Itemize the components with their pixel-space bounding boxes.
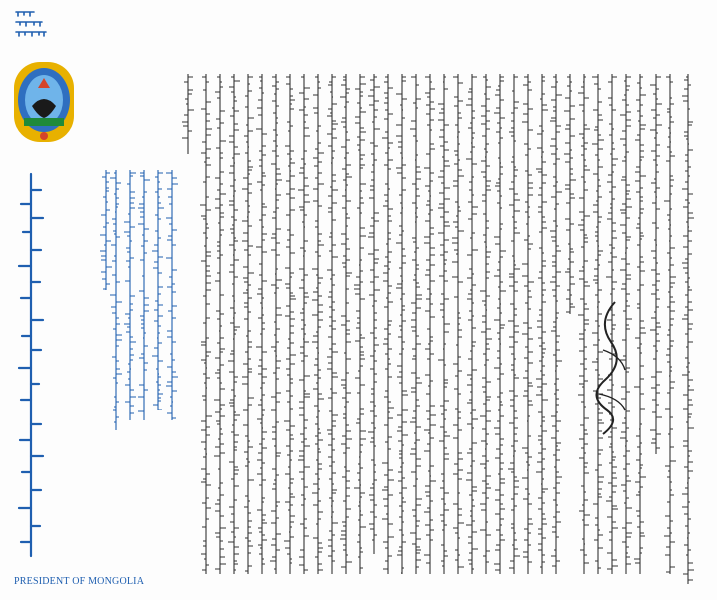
text-column	[284, 74, 296, 574]
text-column	[650, 74, 662, 454]
text-column	[466, 74, 478, 574]
text-column	[438, 74, 450, 574]
text-column	[664, 74, 676, 574]
text-column	[396, 74, 408, 574]
text-column	[326, 74, 338, 574]
text-column	[536, 74, 548, 574]
text-column	[182, 74, 194, 154]
text-column	[340, 74, 352, 574]
text-column	[508, 74, 520, 574]
text-column	[424, 74, 436, 574]
text-column	[214, 74, 226, 574]
text-column	[124, 170, 136, 420]
text-column	[298, 74, 310, 574]
text-column	[522, 74, 534, 574]
text-column	[138, 170, 150, 420]
text-column	[354, 74, 366, 574]
text-column	[480, 74, 492, 574]
text-column	[166, 170, 178, 420]
text-column	[270, 74, 282, 574]
text-column	[382, 74, 394, 574]
signature	[585, 298, 637, 438]
president-label: PRESIDENT OF MONGOLIA	[14, 576, 145, 587]
text-column	[242, 74, 254, 574]
text-column	[312, 74, 324, 574]
text-column	[452, 74, 464, 574]
text-column	[200, 74, 212, 574]
text-column	[228, 74, 240, 574]
text-column	[110, 170, 122, 430]
text-column	[682, 74, 694, 584]
text-column	[368, 74, 380, 554]
text-column	[564, 74, 576, 314]
text-column	[152, 170, 164, 410]
text-column	[256, 74, 268, 574]
text-column	[494, 74, 506, 574]
text-column	[550, 74, 562, 574]
text-column	[410, 74, 422, 574]
